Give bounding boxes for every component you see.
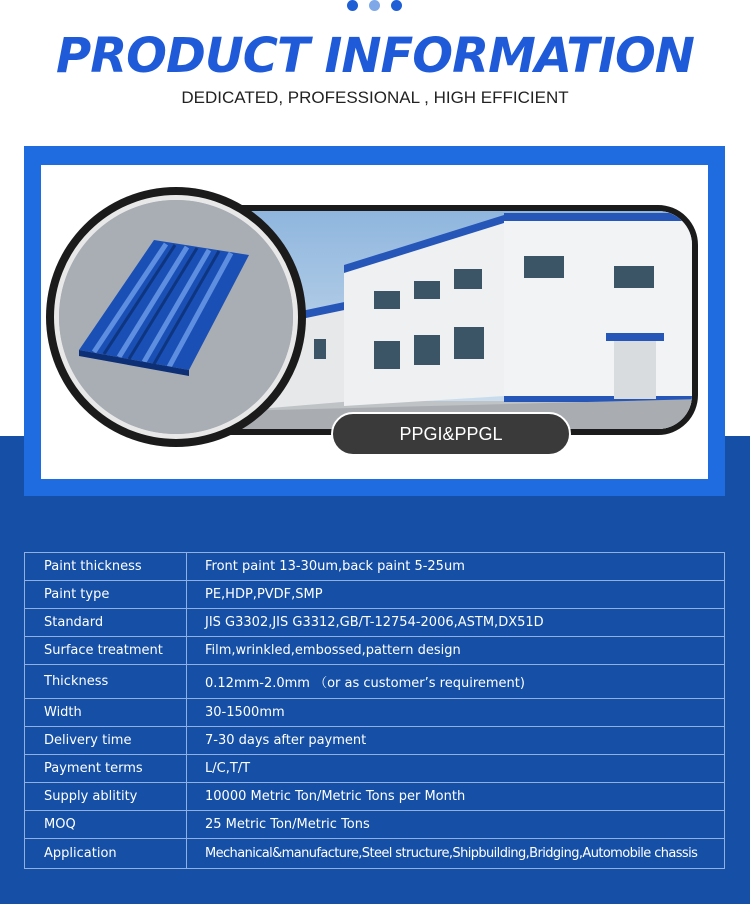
- spec-key: Paint type: [25, 581, 187, 609]
- spec-value: 7-30 days after payment: [187, 727, 725, 755]
- pager-dots: [347, 0, 407, 12]
- spec-key: Surface treatment: [25, 637, 187, 665]
- table-row: [25, 755, 725, 783]
- spec-key: Standard: [25, 609, 187, 637]
- spec-key: Payment terms: [25, 755, 187, 783]
- spec-value: Front paint 13-30um,back paint 5-25um: [187, 553, 725, 581]
- table-row: [25, 727, 725, 755]
- spec-key: Thickness: [25, 665, 187, 699]
- spec-key: Application: [25, 839, 187, 869]
- product-circle: [46, 187, 306, 447]
- spec-value: Film,wrinkled,embossed,pattern design: [187, 637, 725, 665]
- table-row: [25, 699, 725, 727]
- spec-key: Delivery time: [25, 727, 187, 755]
- spec-key: Paint thickness: [25, 553, 187, 581]
- spec-value: Mechanical&manufacture,Steel structure,Shipbuilding,Bridging,Automobile chassis: [187, 839, 725, 869]
- roof-sheet-image: [54, 195, 298, 439]
- spec-value: 25 Metric Ton/Metric Tons: [187, 811, 725, 839]
- table-row: [25, 609, 725, 637]
- specs-table: [24, 552, 725, 869]
- dot-icon: [369, 0, 380, 11]
- table-row: [25, 553, 725, 581]
- spec-value: PE,HDP,PVDF,SMP: [187, 581, 725, 609]
- spec-value: JIS G3302,JIS G3312,GB/T-12754-2006,ASTM,DX51D: [187, 609, 725, 637]
- corrugated-sheet-icon: [59, 200, 293, 434]
- spec-key: Supply ablitity: [25, 783, 187, 811]
- spec-value: L/C,T/T: [187, 755, 725, 783]
- table-row: [25, 637, 725, 665]
- dot-icon: [347, 0, 358, 11]
- spec-value: 30-1500mm: [187, 699, 725, 727]
- spec-value: 10000 Metric Ton/Metric Tons per Month: [187, 783, 725, 811]
- dot-icon: [391, 0, 402, 11]
- page-title: PRODUCT INFORMATION: [56, 28, 694, 84]
- table-row: [25, 581, 725, 609]
- table-row: [25, 783, 725, 811]
- table-row: [25, 665, 725, 699]
- spec-key: MOQ: [25, 811, 187, 839]
- spec-key: Width: [25, 699, 187, 727]
- product-label-badge: PPGI&PPGL: [331, 412, 571, 456]
- table-row: [25, 811, 725, 839]
- spec-value: 0.12mm-2.0mm （or as customer’s requirement): [187, 665, 725, 699]
- table-row: [25, 839, 725, 869]
- page-subtitle: DEDICATED, PROFESSIONAL , HIGH EFFICIENT: [181, 88, 569, 107]
